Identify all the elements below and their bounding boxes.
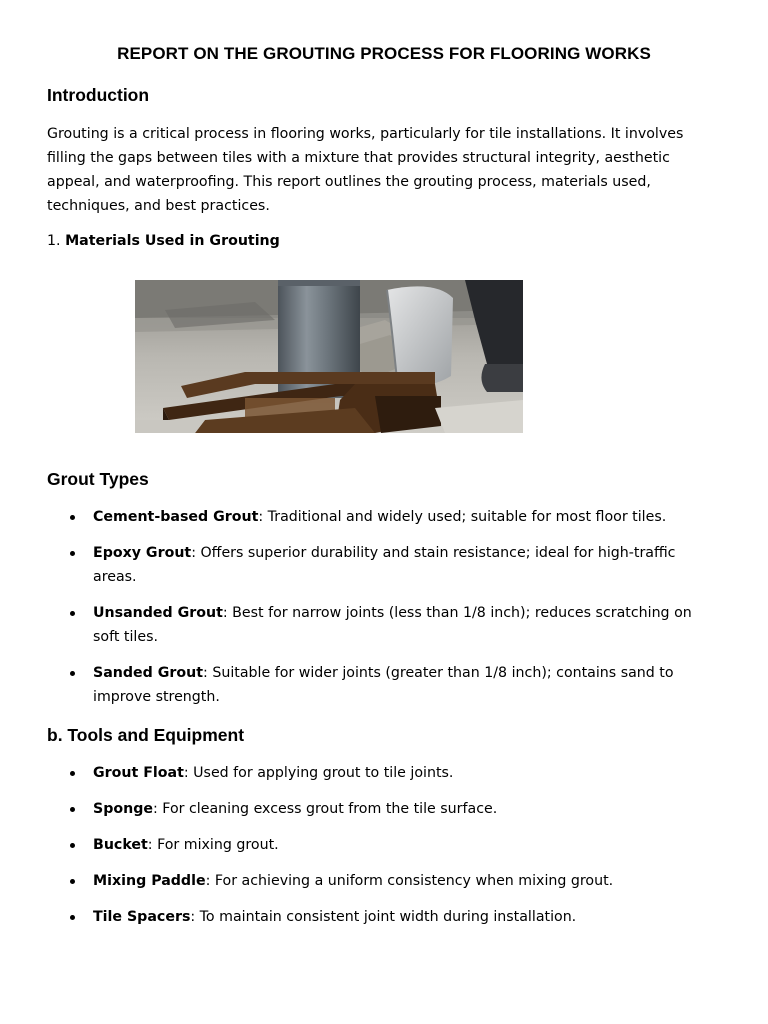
grout-types-list [0,505,768,709]
list-item [0,833,708,857]
list-item-term: Cement-based Grout [93,509,259,525]
bullet-icon [70,515,75,520]
list-item [0,905,708,929]
list-item-desc: : Used for applying grout to tile joints. [183,765,454,781]
list-item-term: Mixing Paddle [93,873,206,889]
list-item [0,601,708,649]
list-item [0,869,708,893]
list-item [0,661,708,709]
list-item-term: Sanded Grout [93,665,204,681]
list-item [0,761,708,785]
section-1-number: 1. [47,233,61,249]
bullet-icon [70,671,75,676]
list-item [0,541,708,589]
grout-types-heading: Grout Types [47,469,149,489]
bullet-icon [70,879,75,884]
list-item [0,797,708,821]
list-item-desc: : To maintain consistent joint width during installation. [190,909,577,925]
intro-paragraph: Grouting is a critical process in flooring works, particularly for tile installations. It involves filling the gaps between tiles with a mixture that provides structural integrity, aesthetic appeal, and waterproofing. This report outlines the grouting process, materials used, techniques, and best practices. [47,126,684,214]
list-item-desc: : Offers superior durability and stain resistance; ideal for high-traffic areas. [93,545,676,585]
list-item-desc: : For mixing grout. [147,837,279,853]
intro-heading: Introduction [47,85,150,105]
list-item-desc: : Best for narrow joints (less than 1/8 inch); reduces scratching on soft tiles. [93,605,692,645]
list-item [0,505,708,529]
list-item-term: Tile Spacers [93,909,191,925]
list-item-desc: : Traditional and widely used; suitable for most floor tiles. [258,509,667,525]
list-item-term: Bucket [93,837,148,853]
bullet-icon [70,611,75,616]
bullet-icon [70,771,75,776]
bullet-icon [70,807,75,812]
list-item-desc: : For cleaning excess grout from the tile surface. [153,801,498,817]
list-item-term: Grout Float [93,765,184,781]
bullet-icon [70,843,75,848]
bullet-icon [70,551,75,556]
list-item-term: Sponge [93,801,153,817]
document-title: REPORT ON THE GROUTING PROCESS FOR FLOORING WORKS [117,44,651,63]
list-item-desc: : For achieving a uniform consistency when mixing grout. [205,873,614,889]
tools-list [0,761,768,929]
tools-heading: b. Tools and Equipment [47,725,245,745]
grouting-photo [135,280,523,433]
list-item-term: Unsanded Grout [93,605,223,621]
list-item-term: Epoxy Grout [93,545,192,561]
section-1-heading [47,231,280,251]
bullet-icon [70,915,75,920]
list-item-desc: : Suitable for wider joints (greater than 1/8 inch); contains sand to improve strength. [93,665,674,705]
section-1-label: Materials Used in Grouting [65,233,280,249]
